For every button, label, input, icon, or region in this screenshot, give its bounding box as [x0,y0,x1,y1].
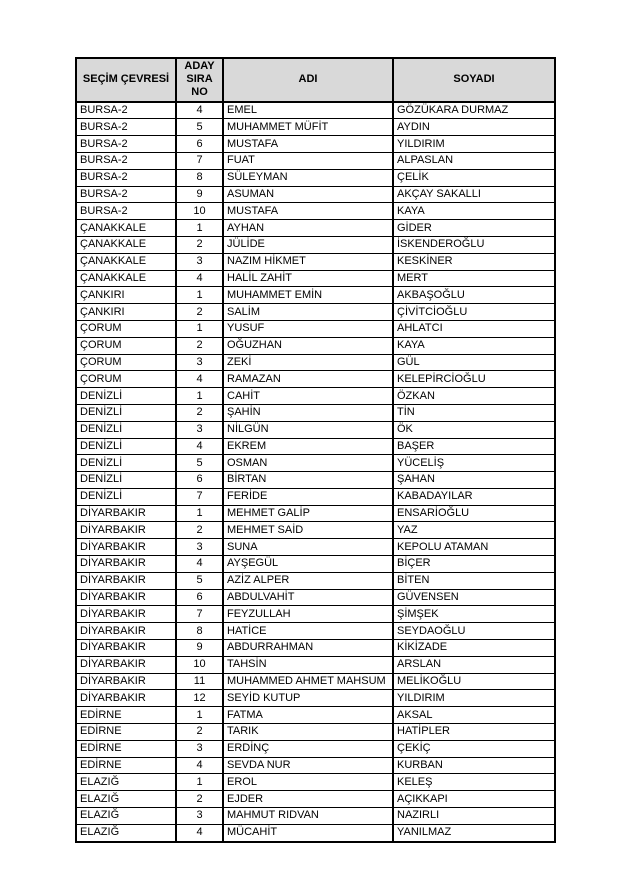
cell-first-name: FUAT [223,152,393,169]
cell-district: DİYARBAKIR [76,539,176,556]
cell-surname: BAŞER [393,438,555,455]
cell-first-name: SUNA [223,539,393,556]
cell-order-no: 11 [176,673,223,690]
cell-first-name: ŞAHİN [223,404,393,421]
cell-district: ÇANAKKALE [76,236,176,253]
cell-district: DİYARBAKIR [76,522,176,539]
cell-order-no: 5 [176,572,223,589]
cell-order-no: 1 [176,220,223,237]
cell-district: ÇORUM [76,320,176,337]
cell-district: DENİZLİ [76,404,176,421]
cell-order-no: 5 [176,455,223,472]
cell-surname: BİÇER [393,556,555,573]
cell-first-name: EMEL [223,102,393,119]
cell-surname: MELİKOĞLU [393,673,555,690]
header-row [76,58,555,102]
cell-order-no: 1 [176,388,223,405]
table-row [76,539,555,556]
cell-order-no: 2 [176,791,223,808]
cell-order-no: 5 [176,119,223,136]
cell-first-name: ABDULVAHİT [223,589,393,606]
cell-order-no: 6 [176,589,223,606]
cell-district: DİYARBAKIR [76,606,176,623]
cell-first-name: SÜLEYMAN [223,169,393,186]
cell-first-name: ASUMAN [223,186,393,203]
cell-first-name: BİRTAN [223,472,393,489]
cell-first-name: MUHAMMED AHMET MAHSUM [223,673,393,690]
table-row [76,808,555,825]
cell-first-name: MAHMUT RIDVAN [223,808,393,825]
cell-district: ÇORUM [76,354,176,371]
cell-surname: YANILMAZ [393,824,555,841]
cell-district: BURSA-2 [76,119,176,136]
cell-first-name: EJDER [223,791,393,808]
cell-district: ELAZIĞ [76,774,176,791]
cell-district: ÇANKIRI [76,304,176,321]
table-row [76,186,555,203]
cell-order-no: 4 [176,102,223,119]
table-row [76,757,555,774]
table-row [76,320,555,337]
cell-district: ÇORUM [76,337,176,354]
cell-first-name: SEVDA NUR [223,757,393,774]
cell-first-name: AYŞEGÜL [223,556,393,573]
cell-first-name: FATMA [223,707,393,724]
cell-district: EDİRNE [76,707,176,724]
cell-district: EDİRNE [76,757,176,774]
cell-surname: AKBAŞOĞLU [393,287,555,304]
table-row [76,169,555,186]
cell-order-no: 8 [176,623,223,640]
table-row [76,270,555,287]
cell-district: DENİZLİ [76,388,176,405]
cell-order-no: 8 [176,169,223,186]
table-row [76,522,555,539]
table-row [76,236,555,253]
cell-first-name: NAZIM HİKMET [223,253,393,270]
cell-first-name: JÜLİDE [223,236,393,253]
cell-district: ÇANAKKALE [76,270,176,287]
table-row [76,740,555,757]
cell-district: DENİZLİ [76,472,176,489]
cell-first-name: FERİDE [223,488,393,505]
cell-surname: HATİPLER [393,724,555,741]
cell-surname: ENSARİOĞLU [393,505,555,522]
cell-order-no: 3 [176,421,223,438]
cell-first-name: TAHSİN [223,656,393,673]
cell-district: BURSA-2 [76,169,176,186]
cell-order-no: 2 [176,304,223,321]
cell-surname: KAYA [393,337,555,354]
cell-order-no: 10 [176,656,223,673]
cell-district: DİYARBAKIR [76,673,176,690]
cell-order-no: 7 [176,606,223,623]
cell-first-name: MUHAMMET EMİN [223,287,393,304]
cell-first-name: OĞUZHAN [223,337,393,354]
cell-first-name: TARIK [223,724,393,741]
cell-order-no: 1 [176,320,223,337]
cell-district: DİYARBAKIR [76,623,176,640]
cell-district: ÇANAKKALE [76,220,176,237]
cell-district: BURSA-2 [76,203,176,220]
cell-district: DİYARBAKIR [76,505,176,522]
table-row [76,404,555,421]
column-header-surname: SOYADI [393,58,555,102]
cell-surname: KURBAN [393,757,555,774]
table-row [76,774,555,791]
cell-surname: ŞİMŞEK [393,606,555,623]
cell-surname: SEYDAOĞLU [393,623,555,640]
cell-district: ELAZIĞ [76,791,176,808]
cell-surname: GÜVENSEN [393,589,555,606]
cell-surname: ÖK [393,421,555,438]
cell-surname: YILDIRIM [393,136,555,153]
cell-district: DENİZLİ [76,455,176,472]
cell-first-name: EKREM [223,438,393,455]
cell-order-no: 2 [176,236,223,253]
cell-district: BURSA-2 [76,186,176,203]
cell-first-name: CAHİT [223,388,393,405]
cell-first-name: MÜCAHİT [223,824,393,841]
table-row [76,119,555,136]
cell-district: DENİZLİ [76,438,176,455]
cell-surname: GÖZÜKARA DURMAZ [393,102,555,119]
cell-first-name: OSMAN [223,455,393,472]
cell-district: ÇORUM [76,371,176,388]
table-row [76,287,555,304]
cell-first-name: HALİL ZAHİT [223,270,393,287]
table-row [76,455,555,472]
cell-surname: MERT [393,270,555,287]
table-row [76,203,555,220]
cell-surname: AÇIKKAPI [393,791,555,808]
table-row [76,791,555,808]
cell-surname: BİTEN [393,572,555,589]
cell-surname: KABADAYILAR [393,488,555,505]
cell-order-no: 10 [176,203,223,220]
cell-first-name: SALİM [223,304,393,321]
cell-order-no: 4 [176,270,223,287]
cell-district: DİYARBAKIR [76,690,176,707]
table-row [76,673,555,690]
table-row [76,572,555,589]
cell-surname: KELEŞ [393,774,555,791]
table-row [76,371,555,388]
table-row [76,102,555,119]
cell-surname: AKSAL [393,707,555,724]
cell-order-no: 3 [176,808,223,825]
cell-surname: ÇEKİÇ [393,740,555,757]
cell-first-name: AZİZ ALPER [223,572,393,589]
cell-order-no: 4 [176,371,223,388]
cell-order-no: 4 [176,757,223,774]
cell-surname: YÜCELİŞ [393,455,555,472]
cell-first-name: ABDURRAHMAN [223,640,393,657]
cell-first-name: EROL [223,774,393,791]
table-row [76,388,555,405]
cell-surname: ÇELİK [393,169,555,186]
table-row [76,623,555,640]
cell-order-no: 1 [176,505,223,522]
cell-order-no: 2 [176,724,223,741]
cell-district: BURSA-2 [76,136,176,153]
cell-first-name: MUHAMMET MÜFİT [223,119,393,136]
cell-first-name: YUSUF [223,320,393,337]
cell-surname: KAYA [393,203,555,220]
table-body [76,102,555,842]
cell-surname: ARSLAN [393,656,555,673]
cell-order-no: 4 [176,556,223,573]
cell-surname: KEPOLU ATAMAN [393,539,555,556]
cell-order-no: 1 [176,287,223,304]
cell-surname: AYDIN [393,119,555,136]
cell-order-no: 9 [176,640,223,657]
cell-first-name: HATİCE [223,623,393,640]
cell-surname: NAZIRLI [393,808,555,825]
column-header-district: SEÇİM ÇEVRESİ [76,58,176,102]
column-header-first-name: ADI [223,58,393,102]
table-header [76,58,555,102]
cell-surname: GÜL [393,354,555,371]
cell-surname: ŞAHAN [393,472,555,489]
cell-district: DİYARBAKIR [76,656,176,673]
table-row [76,472,555,489]
cell-surname: GİDER [393,220,555,237]
cell-surname: KESKİNER [393,253,555,270]
cell-surname: TİN [393,404,555,421]
table-row [76,354,555,371]
candidates-table [75,57,556,843]
cell-surname: ALPASLAN [393,152,555,169]
table-row [76,640,555,657]
table-row [76,304,555,321]
table-row [76,136,555,153]
cell-surname: İSKENDEROĞLU [393,236,555,253]
cell-surname: AKÇAY SAKALLI [393,186,555,203]
cell-first-name: NİLGÜN [223,421,393,438]
cell-district: ELAZIĞ [76,808,176,825]
cell-district: DİYARBAKIR [76,589,176,606]
cell-first-name: SEYİD KUTUP [223,690,393,707]
table-row [76,488,555,505]
cell-order-no: 9 [176,186,223,203]
cell-order-no: 2 [176,404,223,421]
cell-order-no: 6 [176,136,223,153]
cell-surname: KİKİZADE [393,640,555,657]
table-row [76,724,555,741]
cell-first-name: AYHAN [223,220,393,237]
cell-first-name: FEYZULLAH [223,606,393,623]
cell-district: DENİZLİ [76,421,176,438]
cell-order-no: 4 [176,824,223,841]
cell-order-no: 1 [176,774,223,791]
cell-district: DENİZLİ [76,488,176,505]
table-row [76,421,555,438]
cell-order-no: 6 [176,472,223,489]
cell-order-no: 3 [176,740,223,757]
cell-order-no: 2 [176,337,223,354]
cell-surname: YAZ [393,522,555,539]
cell-first-name: RAMAZAN [223,371,393,388]
cell-district: ÇANAKKALE [76,253,176,270]
cell-district: ÇANKIRI [76,287,176,304]
cell-district: EDİRNE [76,740,176,757]
cell-district: DİYARBAKIR [76,572,176,589]
cell-order-no: 12 [176,690,223,707]
table-row [76,707,555,724]
column-header-order-no: ADAY SIRA NO [176,58,223,102]
cell-district: ELAZIĞ [76,824,176,841]
cell-order-no: 7 [176,152,223,169]
table-row [76,656,555,673]
cell-first-name: ZEKİ [223,354,393,371]
cell-first-name: MUSTAFA [223,136,393,153]
table-row [76,152,555,169]
table-row [76,438,555,455]
cell-order-no: 2 [176,522,223,539]
table-row [76,606,555,623]
table-row [76,220,555,237]
cell-order-no: 3 [176,354,223,371]
cell-order-no: 7 [176,488,223,505]
table-row [76,337,555,354]
cell-surname: ÇİVİTCİOĞLU [393,304,555,321]
cell-order-no: 4 [176,438,223,455]
cell-district: EDİRNE [76,724,176,741]
cell-district: BURSA-2 [76,102,176,119]
table-row [76,253,555,270]
cell-first-name: MEHMET SAİD [223,522,393,539]
cell-first-name: MUSTAFA [223,203,393,220]
cell-order-no: 3 [176,253,223,270]
cell-first-name: ERDİNÇ [223,740,393,757]
cell-district: DİYARBAKIR [76,640,176,657]
table-row [76,824,555,841]
table-row [76,690,555,707]
table-row [76,556,555,573]
cell-surname: ÖZKAN [393,388,555,405]
cell-order-no: 1 [176,707,223,724]
cell-district: BURSA-2 [76,152,176,169]
cell-surname: KELEPİRCİOĞLU [393,371,555,388]
cell-district: DİYARBAKIR [76,556,176,573]
cell-order-no: 3 [176,539,223,556]
table-row [76,589,555,606]
cell-first-name: MEHMET GALİP [223,505,393,522]
cell-surname: YILDIRIM [393,690,555,707]
table-row [76,505,555,522]
cell-surname: AHLATCI [393,320,555,337]
